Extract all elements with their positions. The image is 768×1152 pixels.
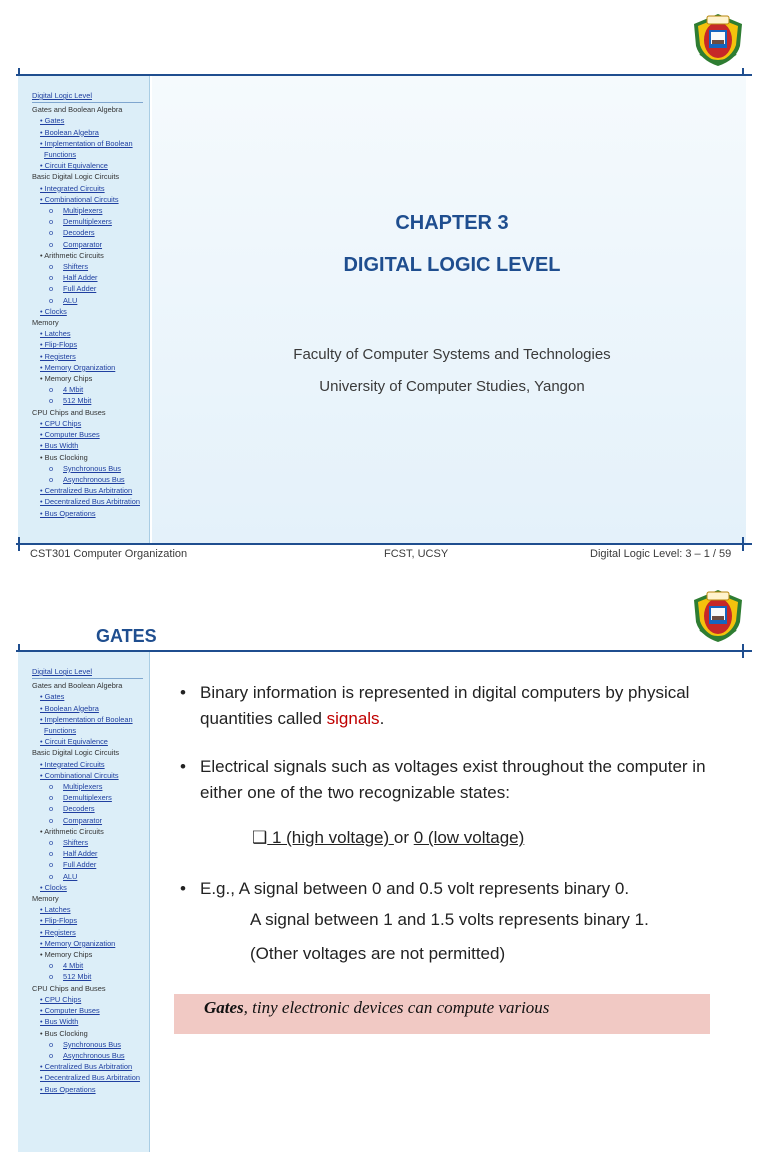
circle-bullet-icon: o: [49, 972, 54, 982]
nav-item[interactable]: [49, 815, 149, 826]
circle-bullet-icon: o: [49, 206, 54, 216]
bullet-example: [180, 876, 720, 902]
nav-item[interactable]: [49, 474, 149, 485]
circle-bullet-icon: o: [49, 262, 54, 272]
nav-item: Basic Digital Logic Circuits: [32, 172, 120, 182]
nav-item: • Arithmetic Circuits: [40, 250, 104, 260]
nav-item: • Memory Chips: [40, 374, 93, 384]
circle-bullet-icon: o: [49, 838, 54, 848]
nav-sidebar: [18, 652, 150, 1152]
nav-item[interactable]: • Circuit Equivalence: [40, 161, 108, 171]
circle-bullet-icon: o: [49, 385, 54, 395]
bullet-text: Electrical signals such as voltages exist throughout the computer in either one of the two recognizable states:: [200, 757, 706, 802]
nav-item[interactable]: • Gates: [40, 116, 65, 126]
bullet-text-end: .: [379, 709, 385, 728]
slide-divider: [0, 574, 768, 577]
nav-item[interactable]: • Implementation of Boolean: [40, 714, 133, 724]
nav-link-label[interactable]: Demultiplexers: [63, 217, 112, 227]
nav-link-label[interactable]: 512 Mbit: [63, 972, 92, 982]
nav-item[interactable]: • Bus Operations: [40, 1084, 96, 1094]
nav-item[interactable]: • Registers: [40, 351, 76, 361]
nav-link-label[interactable]: Shifters: [63, 262, 89, 272]
chapter-label: CHAPTER 3: [395, 212, 509, 234]
gates-definition: , tiny electronic devices can compute various: [243, 998, 550, 1017]
nav-item[interactable]: [49, 205, 149, 216]
nav-item[interactable]: • Implementation of Boolean: [40, 138, 133, 148]
gates-definition-box: [174, 994, 710, 1034]
nav-item[interactable]: • Circuit Equivalence: [40, 737, 108, 747]
gates-term: Gates: [204, 998, 244, 1017]
bullet-text: Binary information is represented in digital computers by physical quantities called: [200, 683, 690, 728]
circle-bullet-icon: o: [49, 1039, 54, 1049]
nav-item[interactable]: • CPU Chips: [40, 994, 82, 1004]
circle-bullet-icon: o: [49, 396, 54, 406]
nav-item: Memory: [32, 318, 59, 328]
nav-link-label[interactable]: Demultiplexers: [63, 793, 112, 803]
nav-link-label[interactable]: 512 Mbit: [63, 396, 92, 406]
university-name: University of Computer Studies, Yangon: [319, 378, 585, 395]
bullet-signals: [180, 680, 720, 732]
nav-item[interactable]: • CPU Chips: [40, 418, 82, 428]
nav-item[interactable]: [49, 384, 149, 395]
university-crest-icon: [690, 586, 746, 644]
circle-bullet-icon: o: [49, 804, 54, 814]
low-voltage-text: 0 (low voltage): [413, 828, 525, 847]
nav-link-label[interactable]: Full Adder: [63, 860, 97, 870]
nav-link-label[interactable]: Shifters: [63, 838, 89, 848]
circle-bullet-icon: o: [49, 815, 54, 825]
circle-bullet-icon: o: [49, 273, 54, 283]
nav-sidebar: [18, 76, 150, 543]
nav-item[interactable]: • Centralized Bus Arbitration: [40, 486, 133, 496]
nav-item[interactable]: • Integrated Circuits: [40, 183, 105, 193]
nav-item[interactable]: [49, 295, 149, 306]
circle-bullet-icon: o: [49, 961, 54, 971]
page-title: GATES: [96, 626, 157, 646]
circle-bullet-icon: o: [49, 463, 54, 473]
nav-item[interactable]: [49, 463, 149, 474]
nav-link-label[interactable]: Half Adder: [63, 849, 98, 859]
circle-bullet-icon: o: [49, 284, 54, 294]
nav-item[interactable]: • Latches: [40, 329, 71, 339]
footer-rule: [16, 543, 752, 545]
nav-link-label[interactable]: 4 Mbit: [63, 385, 84, 395]
bullet-text: E.g., A signal between 0 and 0.5 volt represents binary 0.: [200, 879, 630, 898]
nav-item[interactable]: • Computer Buses: [40, 430, 100, 440]
nav-item[interactable]: • Flip-Flops: [40, 340, 78, 350]
nav-item: Basic Digital Logic Circuits: [32, 748, 120, 758]
circle-bullet-icon: o: [49, 295, 54, 305]
nav-item[interactable]: [49, 792, 149, 803]
voltage-states: [252, 828, 524, 848]
nav-item[interactable]: • Latches: [40, 905, 71, 915]
title-panel: [152, 76, 746, 543]
nav-item[interactable]: • Centralized Bus Arbitration: [40, 1062, 133, 1072]
circle-bullet-icon: o: [49, 871, 54, 881]
nav-link-label[interactable]: Synchronous Bus: [63, 1039, 121, 1049]
nav-item[interactable]: • Combinational Circuits: [40, 194, 119, 204]
nav-item[interactable]: • Memory Organization: [40, 938, 116, 948]
nav-item[interactable]: • Bus Width: [40, 441, 79, 451]
high-voltage-text: 1 (high voltage): [267, 828, 394, 847]
university-crest-icon: [690, 10, 746, 68]
nav-item[interactable]: Functions: [44, 150, 77, 160]
nav-item[interactable]: [49, 781, 149, 792]
nav-item[interactable]: [49, 261, 149, 272]
nav-item[interactable]: [49, 803, 149, 814]
bullet-voltages: [180, 754, 720, 806]
nav-item: • Bus Clocking: [40, 1028, 88, 1038]
rule-tick: [18, 537, 20, 551]
nav-item[interactable]: [49, 859, 149, 870]
circle-bullet-icon: o: [49, 474, 54, 484]
slide-gates: [0, 576, 768, 1152]
bullet-dot: •: [180, 757, 186, 776]
footer-org: FCST, UCSY: [384, 548, 449, 560]
or-text: or: [393, 828, 414, 847]
nav-item[interactable]: • Decentralized Bus Arbitration: [40, 1073, 140, 1083]
nav-link-label[interactable]: Multiplexers: [63, 206, 103, 216]
nav-item[interactable]: • Boolean Algebra: [40, 127, 99, 137]
nav-item[interactable]: [49, 216, 149, 227]
nav-item: • Memory Chips: [40, 950, 93, 960]
nav-item[interactable]: Digital Logic Level: [32, 90, 143, 103]
nav-link-label[interactable]: Comparator: [63, 239, 103, 249]
nav-item: • Arithmetic Circuits: [40, 826, 104, 836]
nav-item[interactable]: • Boolean Algebra: [40, 703, 99, 713]
nav-link-label[interactable]: Full Adder: [63, 284, 97, 294]
nav-link-label[interactable]: Multiplexers: [63, 782, 103, 792]
circle-bullet-icon: o: [49, 239, 54, 249]
bullet-dot: •: [180, 879, 186, 898]
nav-list: [18, 666, 149, 1095]
nav-item[interactable]: [49, 283, 149, 294]
circle-bullet-icon: o: [49, 228, 54, 238]
circle-bullet-icon: o: [49, 1050, 54, 1060]
nav-link-label[interactable]: 4 Mbit: [63, 961, 84, 971]
example-line-3: (Other voltages are not permitted): [250, 944, 506, 963]
nav-link-label[interactable]: ALU: [63, 295, 78, 305]
rule-tick: [742, 644, 744, 658]
nav-item[interactable]: • Bus Operations: [40, 508, 96, 518]
nav-item[interactable]: [49, 239, 149, 250]
example-line-2: A signal between 1 and 1.5 volts represents binary 1.: [250, 910, 649, 929]
nav-list: [18, 90, 149, 519]
nav-item[interactable]: [49, 227, 149, 238]
nav-item: Gates and Boolean Algebra: [32, 105, 123, 115]
bullet-dot: •: [180, 683, 186, 702]
signals-highlight: signals: [326, 709, 380, 728]
footer-page: Digital Logic Level: 3 – 1 / 59: [590, 548, 732, 560]
rule-tick: [742, 537, 744, 551]
nav-item[interactable]: • Integrated Circuits: [40, 759, 105, 769]
nav-item[interactable]: [49, 960, 149, 971]
nav-item[interactable]: [49, 1039, 149, 1050]
nav-link-label[interactable]: Half Adder: [63, 273, 98, 283]
nav-item[interactable]: • Memory Organization: [40, 362, 116, 372]
nav-item[interactable]: Functions: [44, 726, 77, 736]
nav-item[interactable]: Digital Logic Level: [32, 666, 143, 679]
circle-bullet-icon: o: [49, 217, 54, 227]
nav-item[interactable]: [49, 272, 149, 283]
nav-link-label[interactable]: Synchronous Bus: [63, 463, 121, 473]
nav-item: Memory: [32, 894, 59, 904]
nav-item[interactable]: [49, 971, 149, 982]
nav-item[interactable]: • Computer Buses: [40, 1006, 100, 1016]
nav-link-label[interactable]: Decoders: [63, 228, 95, 238]
nav-item[interactable]: [49, 1050, 149, 1061]
nav-link-label[interactable]: ALU: [63, 871, 78, 881]
nav-item[interactable]: • Decentralized Bus Arbitration: [40, 497, 140, 507]
nav-item[interactable]: • Bus Width: [40, 1017, 79, 1027]
nav-item[interactable]: • Gates: [40, 692, 65, 702]
nav-item: CPU Chips and Buses: [32, 983, 106, 993]
nav-link-label[interactable]: Comparator: [63, 815, 103, 825]
nav-item: Gates and Boolean Algebra: [32, 681, 123, 691]
nav-item[interactable]: [49, 837, 149, 848]
footer-course: CST301 Computer Organization: [30, 548, 188, 560]
circle-bullet-icon: o: [49, 860, 54, 870]
nav-item[interactable]: [49, 848, 149, 859]
checkbox-bullet-icon: ❑: [252, 828, 268, 847]
nav-link-label[interactable]: Asynchronous Bus: [63, 1050, 125, 1060]
nav-item[interactable]: [49, 871, 149, 882]
nav-item: CPU Chips and Buses: [32, 407, 106, 417]
circle-bullet-icon: o: [49, 782, 54, 792]
chapter-title: DIGITAL LOGIC LEVEL: [343, 254, 561, 276]
nav-item[interactable]: • Clocks: [40, 882, 67, 892]
nav-item: • Bus Clocking: [40, 452, 88, 462]
nav-item[interactable]: • Clocks: [40, 306, 67, 316]
nav-item[interactable]: • Registers: [40, 927, 76, 937]
nav-link-label[interactable]: Decoders: [63, 804, 95, 814]
nav-item[interactable]: • Combinational Circuits: [40, 770, 119, 780]
nav-link-label[interactable]: Asynchronous Bus: [63, 474, 125, 484]
circle-bullet-icon: o: [49, 793, 54, 803]
circle-bullet-icon: o: [49, 849, 54, 859]
faculty-name: Faculty of Computer Systems and Technologies: [293, 346, 611, 363]
nav-item[interactable]: • Flip-Flops: [40, 916, 78, 926]
nav-item[interactable]: [49, 395, 149, 406]
